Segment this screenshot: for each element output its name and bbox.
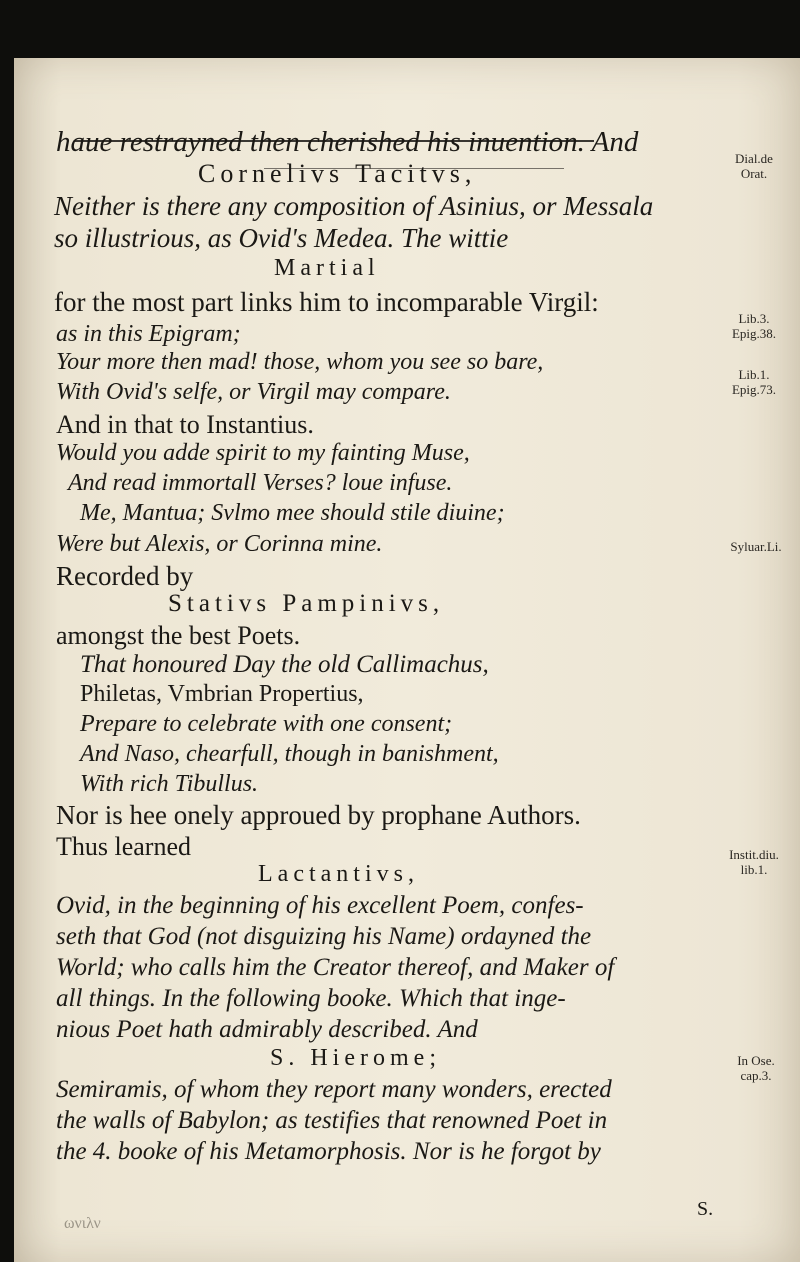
text-line: Semiramis, of whom they report many wonders, erected [56, 1076, 612, 1103]
verse-line: Your more then mad! those, whom you see so bare, [56, 349, 544, 375]
bleed-through-text: ωνιλν [64, 1215, 101, 1232]
text-line: the 4. booke of his Metamorphosis. Nor is he forgot by [56, 1138, 601, 1165]
text-line: World; who calls him the Creator thereof, and Maker of [56, 954, 615, 981]
text-line: amongst the best Poets. [56, 621, 301, 650]
verse-line: And read immortall Verses? loue infuse. [68, 470, 453, 496]
verse-line: Would you adde spirit to my fainting Muse, [56, 440, 470, 466]
text-line: as in this Epigram; [56, 321, 241, 347]
margin-note: Syluar.Li. [730, 539, 782, 554]
text-line: Recorded by [56, 561, 194, 591]
verse-line: Me, Mantua; Svlmo mee should stile diuine; [80, 500, 505, 526]
author-heading: Martial [274, 255, 380, 281]
text-line: haue restrayned then cherished his inuention. And [56, 126, 639, 158]
text-line: all things. In the following booke. Which that inge- [56, 985, 566, 1012]
verse-line: Philetas, Vmbrian Propertius, [80, 681, 364, 707]
verse-line: Prepare to celebrate with one consent; [80, 711, 453, 737]
text-line: Nor is hee onely approued by prophane Authors. [56, 800, 581, 830]
text-line: for the most part links him to incomparable Virgil: [54, 287, 599, 317]
author-heading: Cornelivs Tacitvs, [198, 159, 477, 188]
text-line: nious Poet hath admirably described. And [56, 1016, 478, 1043]
margin-note: In Ose. cap.3. [737, 1053, 775, 1083]
text-line: Ovid, in the beginning of his excellent Poem, confes- [56, 892, 584, 919]
verse-line: And Naso, chearfull, though in banishment, [80, 741, 499, 767]
text-line: Neither is there any composition of Asinius, or Messala [54, 191, 654, 221]
author-heading: S. Hierome; [270, 1045, 441, 1071]
margin-note: Lib.3. Epig.38. [731, 311, 777, 341]
verse-line: That honoured Day the old Callimachus, [80, 651, 489, 678]
text-line: And in that to Instantius. [56, 410, 314, 439]
text-line: so illustrious, as Ovid's Medea. The wittie [54, 223, 509, 253]
text-line: Thus learned [56, 832, 192, 861]
verse-line: Were but Alexis, or Corinna mine. [56, 531, 383, 557]
author-heading: Lactantivs, [258, 861, 419, 887]
margin-note: Lib.1. Epig.73. [731, 367, 777, 397]
catchword: S. [697, 1198, 714, 1220]
margin-note: Instit.diu. lib.1. [729, 847, 779, 877]
text-line: seth that God (not disguizing his Name) ordayned the [56, 923, 592, 950]
margin-note: Dial.de Orat. [735, 151, 773, 181]
verse-line: With Ovid's selfe, or Virgil may compare. [56, 379, 451, 405]
verse-line: With rich Tibullus. [80, 771, 259, 797]
text-line: the walls of Babylon; as testifies that renowned Poet in [56, 1107, 608, 1134]
author-heading: Stativs Pampinivs, [168, 590, 445, 617]
